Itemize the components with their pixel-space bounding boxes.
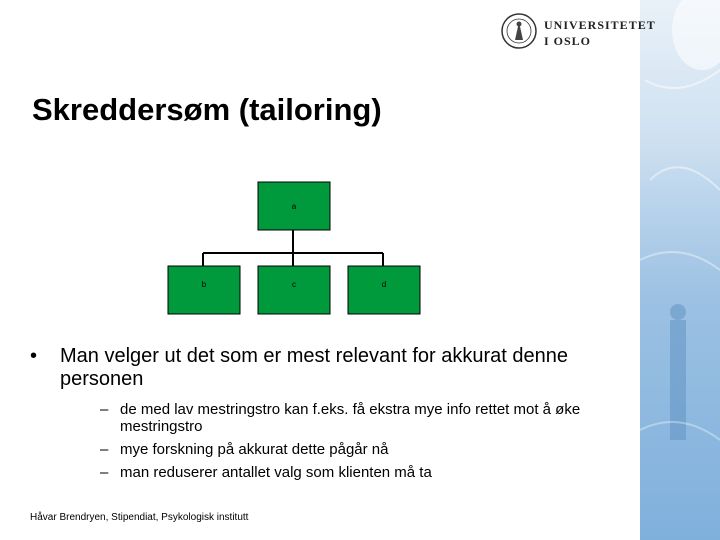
diagram-node-b (168, 266, 240, 314)
university-logo (500, 12, 656, 52)
sub-bullet-item: – man reduserer antallet valg som klienten må ta (60, 464, 630, 481)
diagram-node-c-label: c (292, 280, 296, 289)
sub-bullet-item: – de med lav mestringstro kan f.eks. få ekstra mye info rettet mot å øke mestringstro (60, 401, 630, 435)
diagram-node-root-label: a (291, 202, 297, 211)
slide-title: Skreddersøm (tailoring) (32, 92, 382, 127)
diagram-node-b-label: b (201, 280, 207, 289)
diagram-node-d-label: d (381, 280, 387, 289)
bullet-list (30, 345, 630, 487)
slide-footer: Håvar Brendryen, Stipendiat, Psykologisk institutt (30, 512, 249, 523)
logo-text-line2: I OSLO (544, 34, 592, 48)
diagram-node-d (348, 266, 420, 314)
hierarchy-diagram (150, 178, 450, 318)
uio-seal-icon (500, 12, 538, 50)
logo-text-line1: UNIVERSITETET (544, 18, 656, 32)
bullet-main (30, 345, 630, 481)
statue-illustration-icon (640, 0, 720, 540)
bullet-main-text: Man velger ut det som er mest relevant for akkurat denne personen (60, 345, 569, 390)
decorative-side-band (640, 0, 720, 540)
sub-bullet-list (60, 401, 630, 481)
diagram-connectors (203, 230, 383, 266)
sub-bullet-item: – mye forskning på akkurat dette pågår nå (60, 441, 630, 458)
diagram-node-c (258, 266, 330, 314)
